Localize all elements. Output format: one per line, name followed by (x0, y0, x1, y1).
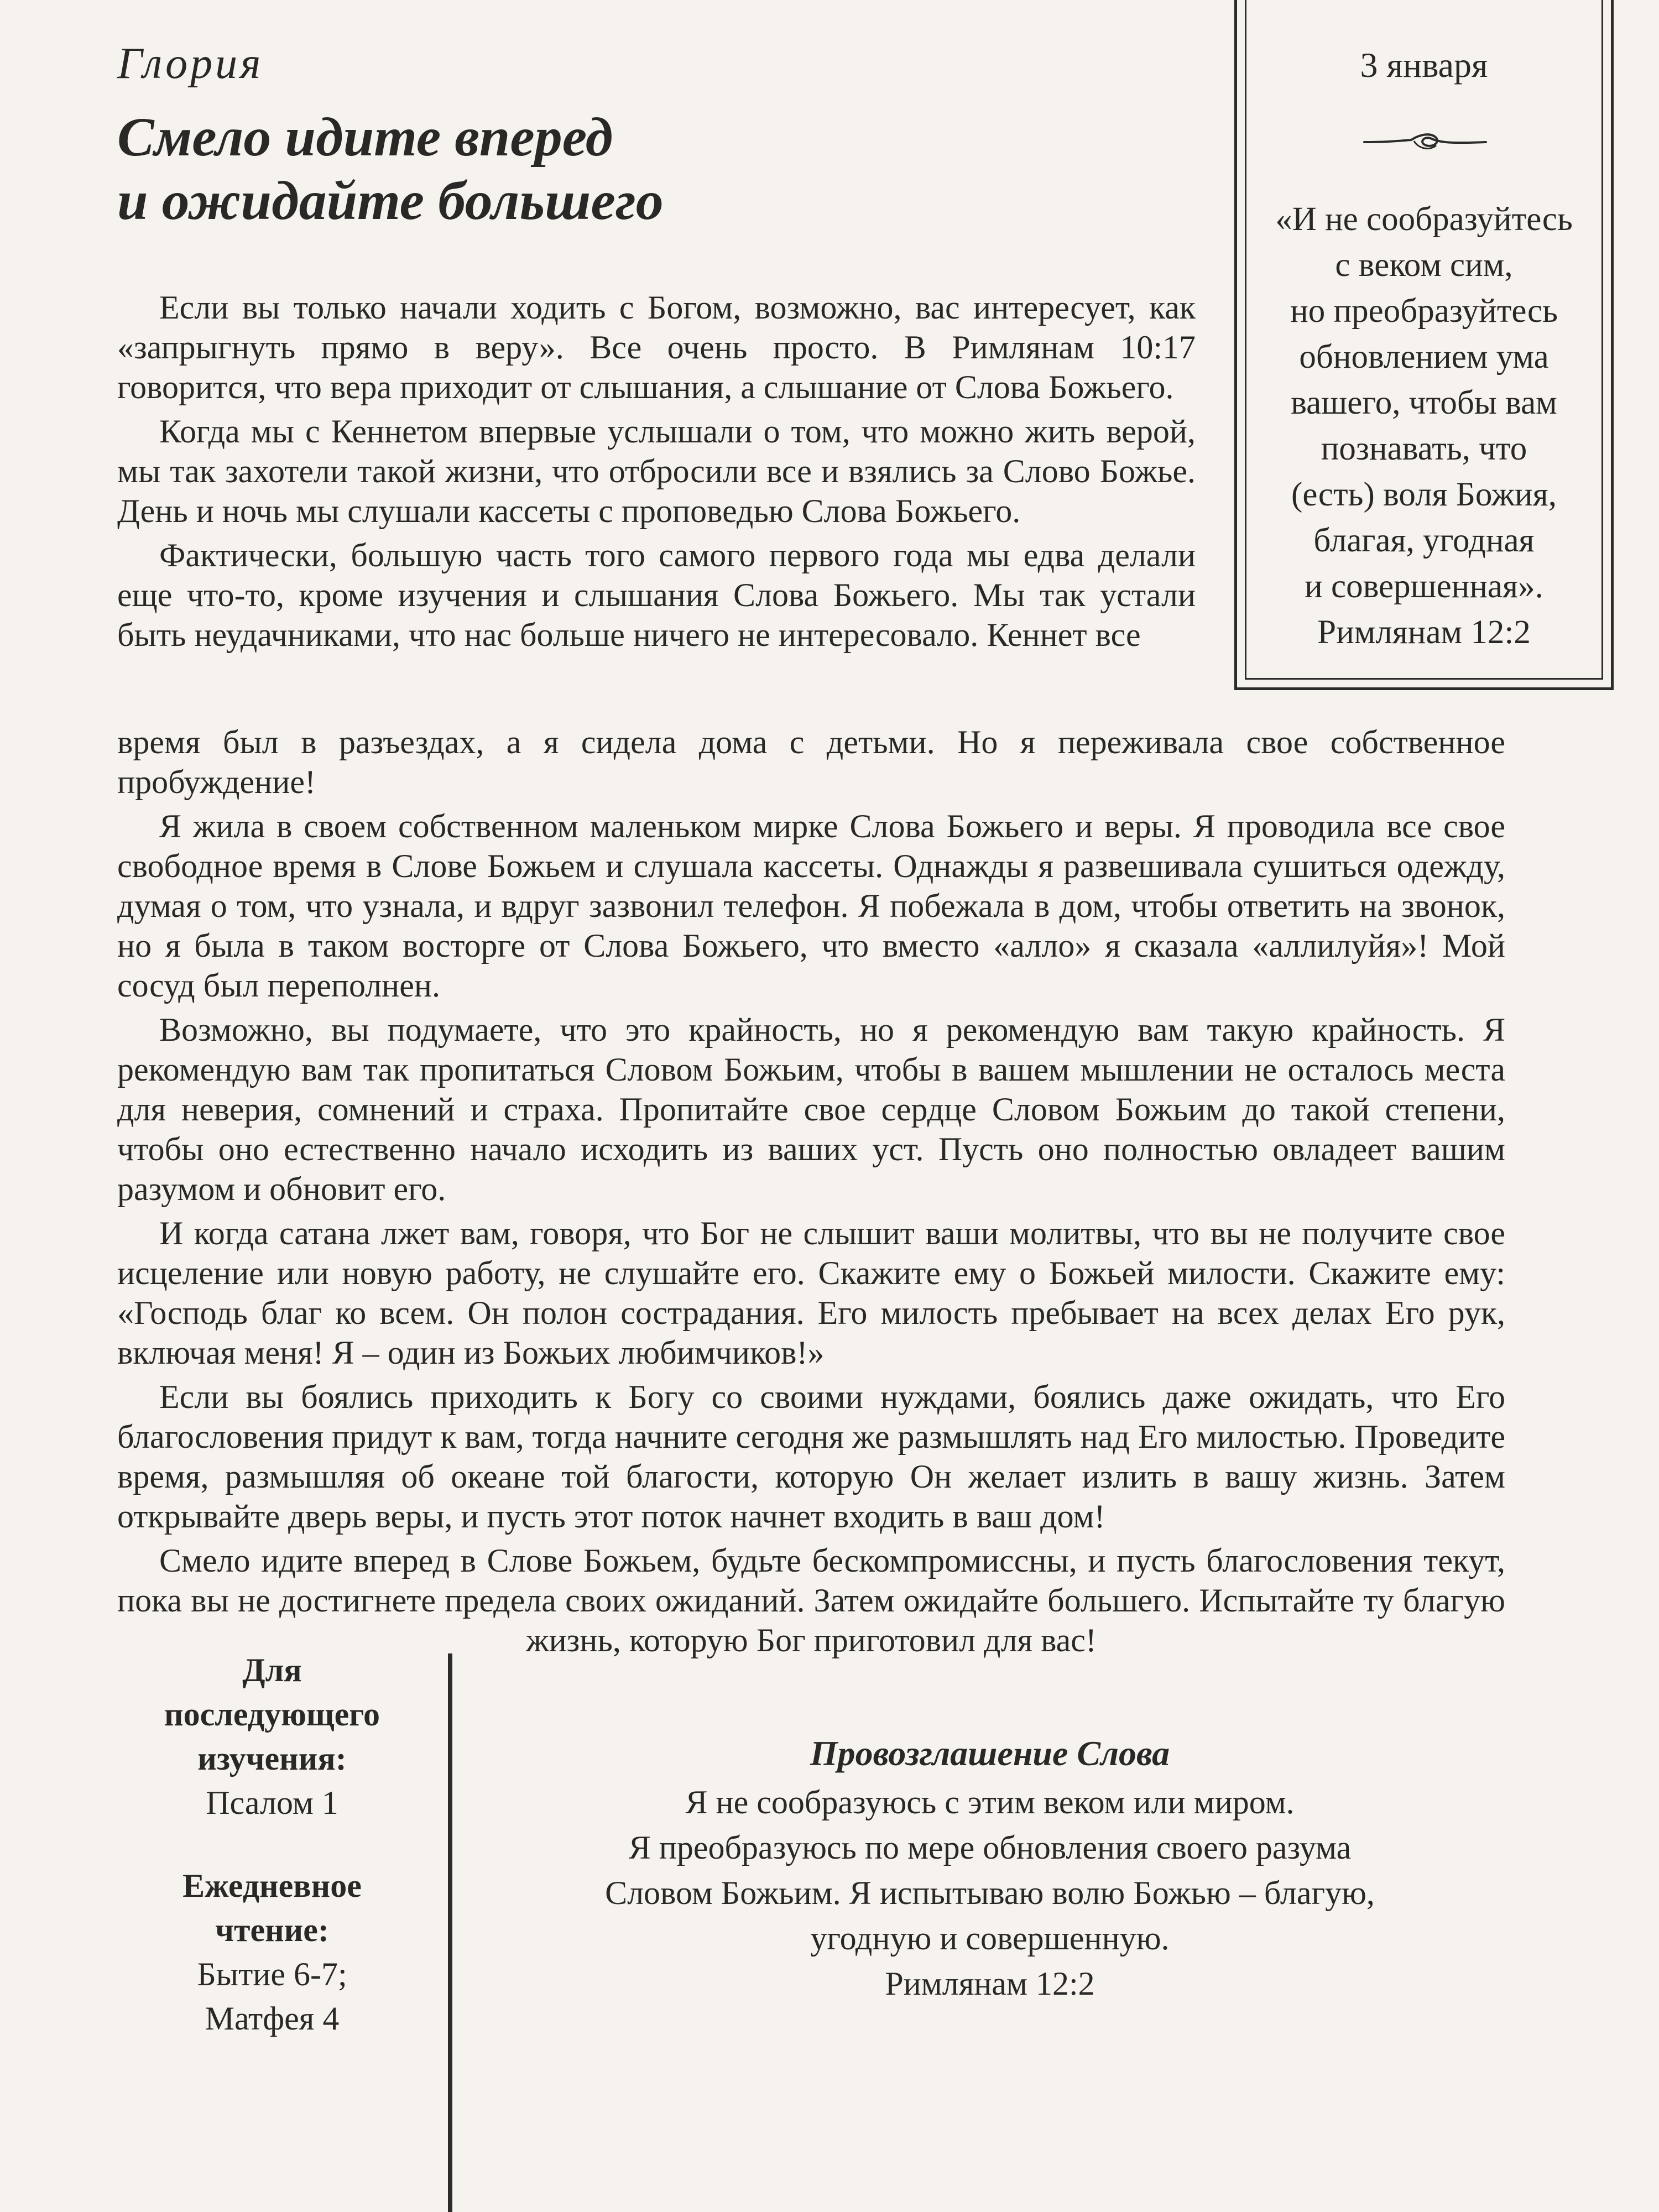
paragraph: Смело идите вперед в Слове Божьем, будьте бескомпромиссны, и пусть благословения текут, пока вы не достигнете предела своих ожиданий. Затем ожидайте большего. Испытайте ту благую жизнь, которую Бог приготовил для вас! (117, 1542, 1505, 1658)
verse-line: вашего, чтобы вам (1291, 384, 1557, 421)
daily-reading-reference: Матфея 4 (205, 2000, 340, 2037)
verse-line: «И не сообразуйтесь (1275, 201, 1573, 238)
confession-line: угодную и совершенную. (810, 1920, 1170, 1957)
spacer (117, 1825, 427, 1864)
verse-line: с веком сим, (1335, 247, 1513, 284)
title-line: Смело идите вперед (117, 106, 613, 168)
entry-date: 3 января (1360, 45, 1488, 85)
further-study-heading: последующего (164, 1696, 380, 1733)
further-study-reference: Псалом 1 (206, 1785, 338, 1821)
confession-line: Словом Божьим. Я испытываю волю Божью – благую, (605, 1875, 1375, 1911)
paragraph: Когда мы с Кеннетом впервые услышали о том, что можно жить верой, мы так захотели такой жизни, что отбросили все и взялись за Слово Божье. День и ночь мы слушали кассеты с проповедью Слова Божьего. (117, 413, 1196, 529)
verse-line: обновлением ума (1299, 338, 1549, 375)
paragraph: И когда сатана лжет вам, говоря, что Бог не слышит ваши молитвы, что вы не получите свое исцеление или новую работу, не слушайте его. Скажите ему о Божьей милости. Скажите ему: «Господь благ ко всем. Он полон сострадания. Его милость пребывает на всех делах Его рук, включая меня! Я – один из Божьих любимчиков!» (117, 1215, 1505, 1371)
paragraph: Фактически, большую часть того самого первого года мы едва делали еще что-то, кроме изучения и слышания Слова Божьего. Мы так устали быть неудачниками, что нас больше ничего не интересовало. Кеннет все (117, 537, 1196, 653)
body-text-narrow (117, 288, 1196, 659)
verse-line: благая, угодная (1313, 522, 1535, 559)
vertical-divider (448, 1653, 452, 2212)
study-references (117, 1648, 427, 2041)
daily-reading-heading: чтение: (215, 1912, 329, 1948)
paragraph: Я жила в своем собственном маленьком мирке Слова Божьего и веры. Я проводила все свое свободное время в Слове Божьем и слушала кассеты. Однажды я развешивала сушиться одежду, думая о том, что узнала, и вдруг зазвонил телефон. Я побежала в дом, чтобы ответить на звонок, но я была в таком восторге от Слова Божьего, что вместо «алло» я сказала «аллилуйя»! Мой сосуд был переполнен. (117, 808, 1505, 1004)
verse-line: и совершенная». (1305, 568, 1543, 605)
confession-line: Я преобразуюсь по мере обновления своего разума (628, 1829, 1352, 1866)
flourish-ornament-icon (1359, 124, 1491, 158)
further-study-heading: Для (242, 1652, 302, 1688)
confession-block (498, 1731, 1482, 2006)
confession-reference: Римлянам 12:2 (885, 1965, 1095, 2002)
body-text-wide (117, 722, 1505, 1665)
verse-line: но преобразуйтесь (1290, 293, 1558, 330)
confession-line: Я не сообразуюсь с этим веком или миром. (685, 1784, 1295, 1820)
author-name: Глория (117, 39, 264, 88)
further-study-heading: изучения: (197, 1740, 347, 1777)
daily-reading-reference: Бытие 6-7; (197, 1956, 347, 1992)
scripture-sidebar-box (1234, 0, 1614, 690)
scripture-verse (1248, 196, 1600, 655)
daily-reading-heading: Ежедневное (182, 1867, 362, 1904)
page-title (117, 105, 1057, 232)
paragraph: Если вы только начали ходить с Богом, возможно, вас интересует, как «запрыгнуть прямо в веру». Все очень просто. В Римлянам 10:17 говорится, что вера приходит от слышания, а слышание от Слова Божьего. (117, 289, 1196, 405)
verse-line: познавать, что (1321, 430, 1527, 467)
title-line: и ожидайте большего (117, 170, 664, 231)
verse-line: (есть) воля Божия, (1291, 476, 1557, 513)
confession-title: Провозглашение Слова (810, 1734, 1170, 1773)
paragraph: Возможно, вы подумаете, что это крайность, но я рекомендую вам такую крайность. Я рекомендую вам так пропитаться Словом Божьим, чтобы в вашем мышлении не осталось места для неверия, сомнений и страха. Пропитайте свое сердце Словом Божьим до такой степени, чтобы оно естественно начало исходить из ваших уст. Пусть оно полностью овладеет вашим разумом и обновит его. (117, 1011, 1505, 1207)
paragraph-continuation: время был в разъездах, а я сидела дома с детьми. Но я переживала свое собственное пробуждение! (117, 724, 1505, 800)
verse-reference: Римлянам 12:2 (1317, 614, 1531, 651)
paragraph: Если вы боялись приходить к Богу со своими нуждами, боялись даже ожидать, что Его благословения придут к вам, тогда начните сегодня же размышлять над Его милостью. Проведите время, размышляя об океане той благости, которую Он желает излить в вашу жизнь. Затем открывайте дверь веры, и пусть этот поток начнет входить в ваш дом! (117, 1379, 1505, 1535)
